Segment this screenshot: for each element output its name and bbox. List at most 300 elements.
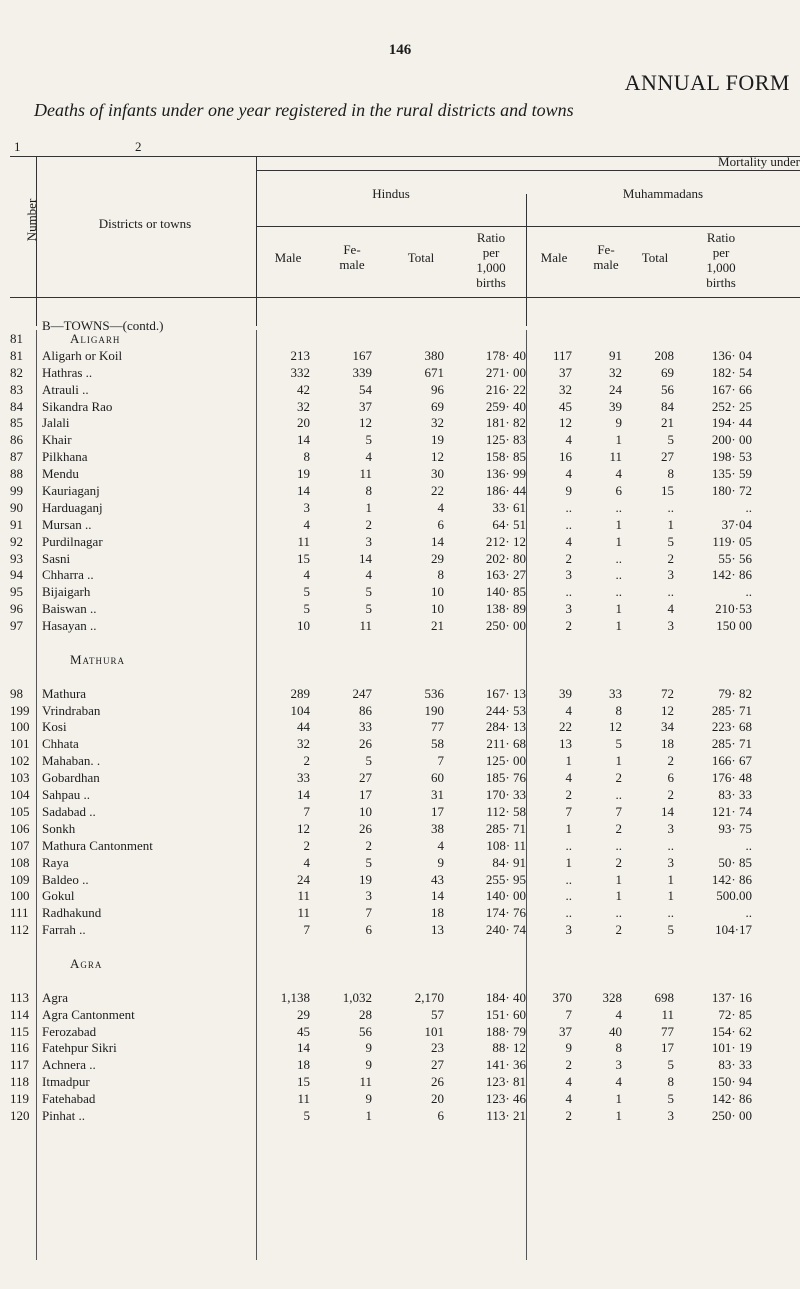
row-number: 86 [10, 432, 23, 448]
hindu-male: 14 [297, 1040, 310, 1056]
row-number: 99 [10, 483, 23, 499]
hindu-male: 11 [297, 533, 310, 549]
muslim-male: 2 [565, 618, 572, 634]
muslim-total: 3 [667, 567, 674, 583]
muslim-male: 2 [565, 1057, 572, 1073]
row-number: 107 [10, 837, 30, 853]
hindu-total: 6 [437, 1107, 444, 1123]
hindu-male: 7 [303, 922, 310, 938]
hindu-total: 10 [431, 584, 444, 600]
hindu-ratio: 108· 11 [486, 837, 526, 853]
muslim-male: 1 [565, 820, 572, 836]
hindu-male: 24 [297, 871, 310, 887]
muslim-female: 1 [615, 533, 622, 549]
table-row [10, 533, 800, 550]
muslim-total: 69 [661, 364, 674, 380]
hindu-total: 7 [437, 753, 444, 769]
hindu-ratio: 174· 76 [485, 905, 526, 921]
hindu-total: 14 [431, 888, 444, 904]
muslim-ratio: 252· 25 [711, 398, 752, 414]
number-heading: Number [24, 198, 39, 242]
row-number: 90 [10, 499, 23, 515]
hindu-total: 671 [424, 364, 444, 380]
hindu-total: 69 [431, 398, 444, 414]
row-number: 111 [10, 905, 29, 921]
district-name: Chharra .. [42, 567, 94, 583]
hindu-total: 536 [424, 685, 444, 701]
row-number: 92 [10, 533, 23, 549]
muslim-total: 3 [667, 1107, 674, 1123]
muslim-total: 5 [667, 1057, 674, 1073]
hindu-female: 26 [359, 820, 372, 836]
muslim-female: 32 [609, 364, 622, 380]
hindu-female: 28 [359, 1006, 372, 1022]
table-row [10, 414, 800, 431]
muslim-total: 27 [661, 449, 674, 465]
muslim-ratio: .. [745, 584, 752, 600]
muslim-male: 370 [552, 989, 572, 1005]
hindu-female: 19 [359, 871, 372, 887]
row-number: 91 [10, 516, 23, 532]
hindu-male: 44 [297, 719, 310, 735]
hindu-female: 6 [365, 922, 372, 938]
table-row [10, 1039, 800, 1056]
muslim-ratio: 93· 75 [718, 820, 752, 836]
muslim-female: .. [615, 837, 622, 853]
hindu-total: 23 [431, 1040, 444, 1056]
muslim-total: 3 [667, 618, 674, 634]
hindu-total: 190 [424, 702, 444, 718]
hindu-ratio: 255· 95 [485, 871, 526, 887]
row-number: 114 [10, 1006, 30, 1022]
section-heading: Aligarh [70, 331, 121, 346]
table-row [10, 685, 800, 702]
district-name: Vrindraban [42, 702, 101, 718]
spacer-row [10, 938, 800, 955]
hindu-ratio: 285· 71 [485, 820, 526, 836]
districts-heading: Districts or towns [98, 216, 192, 231]
hindu-female: 7 [365, 905, 372, 921]
form-title: ANNUAL FORM [624, 70, 790, 95]
muslim-male: 37 [559, 364, 572, 380]
hindu-female: 339 [352, 364, 372, 380]
muslim-total: 698 [654, 989, 674, 1005]
row-number: 105 [10, 803, 30, 819]
table-row [10, 1090, 800, 1107]
hindu-female: 8 [365, 483, 372, 499]
row-number: 103 [10, 770, 30, 786]
muslim-total: 17 [661, 1040, 674, 1056]
muslim-female: 1 [615, 1091, 622, 1107]
hindu-female: 9 [365, 1040, 372, 1056]
muslim-total: 77 [661, 1023, 674, 1039]
muslim-male: 4 [565, 432, 572, 448]
hindu-ratio: 123· 81 [485, 1074, 526, 1090]
district-name: Itmadpur [42, 1074, 90, 1090]
hindu-male: 32 [297, 398, 310, 414]
muslim-ratio: 176· 48 [711, 770, 752, 786]
muslim-female: 1 [615, 888, 622, 904]
hindu-ratio: 167· 13 [485, 685, 526, 701]
row-number: 97 [10, 618, 23, 634]
district-name: Khair [42, 432, 72, 448]
hindu-male: 14 [297, 432, 310, 448]
muslim-male: 13 [559, 736, 572, 752]
subtitle: Deaths of infants under one year registered in the rural districts and towns [34, 100, 574, 120]
muslim-male: 3 [565, 567, 572, 583]
district-name: Agra Cantonment [42, 1006, 135, 1022]
muslim-ratio: 166· 67 [711, 753, 752, 769]
muslim-ratio: 37·04 [721, 516, 752, 532]
hindu-ratio: 136· 99 [485, 466, 526, 482]
muslim-total: 72 [661, 685, 674, 701]
hindu-male: 7 [303, 803, 310, 819]
hindu-total: 22 [431, 483, 444, 499]
muslim-total: 11 [661, 1006, 674, 1022]
hindu-male: 11 [297, 888, 310, 904]
table-row [10, 1073, 800, 1090]
hindu-female: 5 [365, 601, 372, 617]
hindu-ratio: 181· 82 [485, 415, 526, 431]
district-name: Mathura Cantonment [42, 837, 153, 853]
hindu-total: 43 [431, 871, 444, 887]
hindu-male: 15 [297, 1074, 310, 1090]
muslim-total: 34 [661, 719, 674, 735]
section-heading: Mathura [70, 651, 126, 667]
hindu-female: 14 [359, 550, 372, 566]
muslim-ratio: 150· 94 [711, 1074, 752, 1090]
muslim-female-heading: Fe- male [593, 242, 619, 272]
muslim-ratio: 72· 85 [718, 1006, 752, 1022]
muslim-total: 5 [667, 533, 674, 549]
muslim-total: 2 [667, 550, 674, 566]
muslim-female: 11 [609, 449, 622, 465]
hindu-ratio-heading: Ratio per 1,000 births [476, 230, 506, 290]
muslim-ratio: 154· 62 [711, 1023, 752, 1039]
hindu-total: 27 [431, 1057, 444, 1073]
muslim-female: 12 [609, 719, 622, 735]
muslim-male: 39 [559, 685, 572, 701]
hindu-total: 58 [431, 736, 444, 752]
muslim-ratio: 285· 71 [711, 736, 752, 752]
hindu-male: 18 [297, 1057, 310, 1073]
hindu-female: 167 [352, 347, 372, 363]
table-row [10, 550, 800, 567]
muslim-female: 91 [609, 347, 622, 363]
hindu-female: 17 [359, 787, 372, 803]
muslim-ratio: 182· 54 [711, 364, 752, 380]
muslim-male: .. [565, 871, 572, 887]
muslim-male: 16 [559, 449, 572, 465]
hindu-total-heading: Total [407, 250, 435, 265]
hindu-total: 380 [424, 347, 444, 363]
hindu-female: 5 [365, 753, 372, 769]
muslim-female: .. [615, 499, 622, 515]
muslim-total: 15 [661, 483, 674, 499]
hindu-male-heading: Male [274, 250, 302, 265]
muslim-female: 1 [615, 871, 622, 887]
hindu-ratio: 271· 00 [485, 364, 526, 380]
hindu-male: 11 [297, 1091, 310, 1107]
hindu-total: 12 [431, 449, 444, 465]
hindu-female: 26 [359, 736, 372, 752]
muslim-male: .. [565, 499, 572, 515]
district-name: Harduaganj [42, 499, 103, 515]
muslim-ratio: 223· 68 [711, 719, 752, 735]
district-name: Sikandra Rao [42, 398, 113, 414]
muslim-female: 7 [615, 803, 622, 819]
hindu-male: 332 [290, 364, 310, 380]
hindu-total: 8 [437, 567, 444, 583]
district-name: Sonkh [42, 820, 76, 836]
hindu-ratio: 84· 91 [492, 854, 526, 870]
hindu-male: 14 [297, 787, 310, 803]
muslim-total: 2 [667, 787, 674, 803]
table-row [10, 516, 800, 533]
muslim-ratio: .. [745, 905, 752, 921]
muslim-ratio: 83· 33 [718, 1057, 752, 1073]
district-name: Mendu [42, 466, 79, 482]
row-number: 85 [10, 415, 23, 431]
hindu-female: 11 [359, 466, 372, 482]
muslim-male: 3 [565, 922, 572, 938]
table-body [10, 330, 800, 1124]
hindu-total: 4 [437, 499, 444, 515]
muslim-male: 1 [565, 753, 572, 769]
muslim-female: 328 [602, 989, 622, 1005]
muslim-male: 7 [565, 1006, 572, 1022]
hindu-ratio: 185· 76 [485, 770, 526, 786]
table-row [10, 1023, 800, 1040]
muslim-female: 2 [615, 854, 622, 870]
table-row [10, 871, 800, 888]
muslim-male: 2 [565, 550, 572, 566]
hindu-ratio: 138· 89 [485, 601, 526, 617]
district-name: Ferozabad [42, 1023, 97, 1039]
district-name: Fatehpur Sikri [42, 1040, 117, 1056]
hindu-female: 10 [359, 803, 372, 819]
hindu-female: 37 [359, 398, 372, 414]
hindu-ratio: 211· 68 [486, 736, 526, 752]
muslim-male: 2 [565, 1107, 572, 1123]
hindu-male: 45 [297, 1023, 310, 1039]
muslim-total: 3 [667, 820, 674, 836]
hindu-male: 32 [297, 736, 310, 752]
muslim-male: 45 [559, 398, 572, 414]
hindu-total: 96 [431, 381, 444, 397]
hindu-ratio: 188· 79 [485, 1023, 526, 1039]
muslim-female: 1 [615, 753, 622, 769]
muslim-female: 24 [609, 381, 622, 397]
muslim-female: 1 [615, 516, 622, 532]
table-row [10, 617, 800, 634]
hindu-female: 5 [365, 584, 372, 600]
muslim-total: 5 [667, 432, 674, 448]
hindu-ratio: 212· 12 [485, 533, 526, 549]
muslim-ratio-heading: Ratio per 1,000 births [706, 230, 736, 290]
row-number: 100 [10, 719, 30, 735]
hindu-ratio: 123· 46 [485, 1091, 526, 1107]
district-name: Sahpau .. [42, 787, 91, 803]
column-number: 2 [135, 139, 142, 154]
row-number: 116 [10, 1040, 30, 1056]
hindu-male: 4 [303, 567, 310, 583]
muslim-ratio: 500.00 [716, 888, 752, 904]
muslim-female: .. [615, 787, 622, 803]
hindu-total: 17 [431, 803, 444, 819]
muslim-male: 7 [565, 803, 572, 819]
table-row [10, 803, 800, 820]
district-name: Mahaban. . [42, 753, 101, 769]
row-number: 102 [10, 753, 30, 769]
hindu-total: 18 [431, 905, 444, 921]
table-row [10, 702, 800, 719]
muslim-male: 3 [565, 601, 572, 617]
muslim-female: 1 [615, 432, 622, 448]
table-row [10, 600, 800, 617]
muslim-ratio: 101· 19 [711, 1040, 752, 1056]
hindu-male: 12 [297, 820, 310, 836]
hindu-total: 77 [431, 719, 444, 735]
section-heading-towns: B—TOWNS—(contd.) [42, 318, 164, 333]
row-number: 104 [10, 787, 30, 803]
muslim-total: 18 [661, 736, 674, 752]
muslim-male: 4 [565, 1091, 572, 1107]
hindu-female: 9 [365, 1057, 372, 1073]
muslim-female: 1 [615, 1107, 622, 1123]
muslim-ratio: 119· 05 [712, 533, 752, 549]
row-number: 101 [10, 736, 30, 752]
muslim-total: 4 [667, 601, 674, 617]
muslim-male: .. [565, 837, 572, 853]
muslim-female: 2 [615, 820, 622, 836]
hindu-ratio: 33· 61 [492, 499, 526, 515]
muslim-male: 37 [559, 1023, 572, 1039]
hindu-ratio: 113· 21 [486, 1107, 526, 1123]
hindu-female: 12 [359, 415, 372, 431]
district-name: Mursan .. [42, 516, 92, 532]
table-row [10, 465, 800, 482]
hindu-male: 20 [297, 415, 310, 431]
district-name: Jalali [42, 415, 70, 431]
row-number: 96 [10, 601, 23, 617]
table-row [10, 448, 800, 465]
muslim-male-heading: Male [540, 250, 568, 265]
hindu-total: 20 [431, 1091, 444, 1107]
hindu-ratio: 125· 83 [485, 432, 526, 448]
muslim-male: 2 [565, 787, 572, 803]
muslim-ratio: 200· 00 [711, 432, 752, 448]
muslim-total: 3 [667, 854, 674, 870]
table-row [10, 499, 800, 516]
table-row [10, 820, 800, 837]
hindu-female: 1,032 [342, 989, 372, 1005]
hindu-male: 4 [303, 854, 310, 870]
muslim-total: .. [667, 584, 674, 600]
muslim-female: 6 [615, 483, 622, 499]
table-row [10, 583, 800, 600]
hindu-male: 1,138 [280, 989, 310, 1005]
hindu-ratio: 140· 85 [485, 584, 526, 600]
hindu-male: 42 [297, 381, 310, 397]
district-name: Bijaigarh [42, 584, 91, 600]
muslim-ratio: 150 00 [716, 618, 752, 634]
row-number: 88 [10, 466, 23, 482]
hindu-female: 4 [365, 449, 372, 465]
muslim-male: 4 [565, 533, 572, 549]
muslim-ratio: 285· 71 [711, 702, 752, 718]
table-row [10, 398, 800, 415]
row-number: 117 [10, 1057, 30, 1073]
table-row [10, 921, 800, 938]
muslim-ratio: 142· 86 [711, 567, 752, 583]
hindu-ratio: 284· 13 [485, 719, 526, 735]
section-row [10, 651, 800, 668]
hindu-female: 11 [359, 1074, 372, 1090]
hindu-ratio: 186· 44 [485, 483, 526, 499]
hindu-total: 57 [431, 1006, 444, 1022]
hindu-ratio: 184· 40 [485, 989, 526, 1005]
district-name: Baiswan .. [42, 601, 97, 617]
row-number: 84 [10, 398, 23, 414]
hindu-female: 86 [359, 702, 372, 718]
hindu-ratio: 170· 33 [485, 787, 526, 803]
hindu-ratio: 250· 00 [485, 618, 526, 634]
table-row [10, 786, 800, 803]
muslim-ratio: 83· 33 [718, 787, 752, 803]
hindu-male: 10 [297, 618, 310, 634]
table-row [10, 904, 800, 921]
row-number: 120 [10, 1107, 30, 1123]
hindu-male: 33 [297, 770, 310, 786]
hindu-total: 38 [431, 820, 444, 836]
hindu-female: 1 [365, 499, 372, 515]
row-number: 81 [10, 347, 23, 363]
muslim-total: 84 [661, 398, 674, 414]
row-number: 93 [10, 550, 23, 566]
hindu-ratio: 112· 58 [486, 803, 526, 819]
hindu-total: 19 [431, 432, 444, 448]
district-name: Hathras .. [42, 364, 93, 380]
hindu-ratio: 240· 74 [485, 922, 526, 938]
row-number: 112 [10, 922, 30, 938]
muslim-ratio: 198· 53 [711, 449, 752, 465]
muslim-ratio: 104·17 [715, 922, 752, 938]
muslim-total: 6 [667, 770, 674, 786]
district-name: Farrah .. [42, 922, 86, 938]
row-number: 106 [10, 820, 30, 836]
muslim-ratio: 79· 82 [718, 685, 752, 701]
table-row [10, 837, 800, 854]
hindu-male: 8 [303, 449, 310, 465]
table-row [10, 718, 800, 735]
section-row [10, 330, 800, 347]
hindu-total: 21 [431, 618, 444, 634]
muslim-total: 2 [667, 753, 674, 769]
hindu-female: 3 [365, 533, 372, 549]
district-name: Chhata [42, 736, 79, 752]
table-header [10, 156, 800, 326]
hindu-female: 11 [359, 618, 372, 634]
hindu-male: 5 [303, 584, 310, 600]
hindu-male: 19 [297, 466, 310, 482]
hindu-male: 213 [290, 347, 310, 363]
muslim-female: 4 [615, 466, 622, 482]
hindu-ratio: 244· 53 [485, 702, 526, 718]
row-number: 95 [10, 584, 23, 600]
muslim-male: 9 [565, 483, 572, 499]
table-row [10, 1056, 800, 1073]
